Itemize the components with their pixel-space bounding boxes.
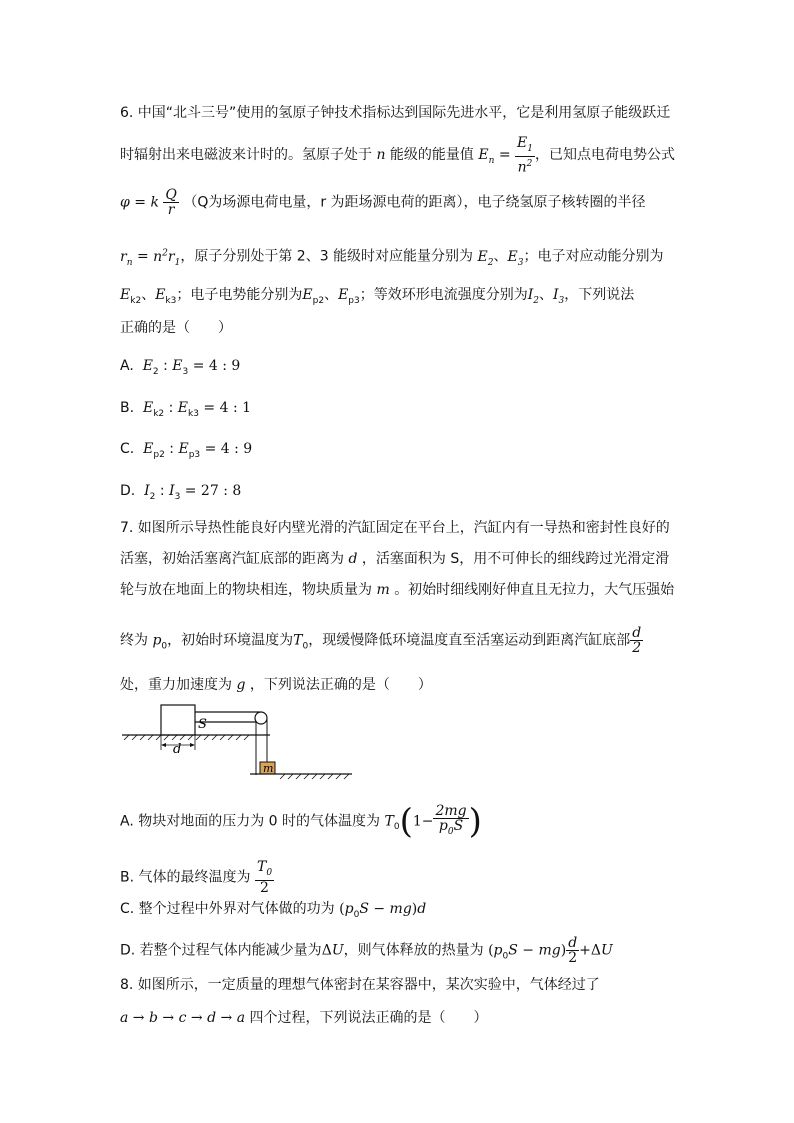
q7-line-2: 活塞，初始活塞离汽缸底部的距离为 d ，活塞面积为 S，用不可伸长的细线跨过光滑定滑: [120, 551, 670, 567]
figure-label-m: m: [263, 762, 274, 775]
q6-option-b[interactable]: B. $E_{k2}$ : $E_{k3} = 4$ : 1: [120, 400, 252, 419]
q7-line-1: 7. 如图所示导热性能良好内壁光滑的汽缸固定在平台上，汽缸内有一导热和密封性良好的: [120, 520, 670, 536]
q6-line-1: 6. 中国“北斗三号”使用的氢原子钟技术指标达到国际先进水平，它是利用氢原子能级跃迁: [120, 105, 671, 121]
q7-option-b[interactable]: B. 气体的最终温度为 $\frac{T_0}{2}$: [120, 859, 273, 896]
q7-option-d[interactable]: D. 若整个过程气体内能减少量为ΔU，则气体释放的热量为 $(p_0S - mg)$ $\frac{d}{2}$ +ΔU: [120, 935, 613, 966]
cylinder-pulley-figure: [120, 700, 360, 782]
figure-label-d: d: [173, 742, 182, 757]
q8-line-2: a → b → c → d → a 四个过程，下列说法正确的是（ ）: [120, 1010, 488, 1026]
q6-line-2: 时辐射出来电磁波来计时的。氢原子处于 n 能级的能量值 $E_n$ = $\frac{E_1}{n^2}$ ，已知点电荷电势公式: [120, 135, 676, 176]
q6-line-5: $E_{k2}$、$E_{k3}$；电子电势能分别为$E_{p2}$、$E_{p3}$；等效环形电流强度分别为$I_2$、$I_3$，下列说法: [120, 287, 635, 306]
q6-option-d[interactable]: D. $I_2$ : $I_3 = 27$ : 8: [120, 483, 242, 502]
q6-line-6: 正确的是（ ）: [120, 320, 232, 336]
q7-option-a[interactable]: A. 物块对地面的压力为 0 时的气体温度为 $T_0(1-$ $\frac{2mg}{p_0S}$ ): [120, 801, 482, 842]
q7-line-3: 轮与放在地面上的物块相连，物块质量为 m 。初始时细线刚好伸直且无拉力，大气压强始: [120, 582, 675, 598]
q7-option-c[interactable]: C. 整个过程中外界对气体做的功为 $(p_0S - mg)d$: [120, 901, 427, 920]
figure-label-s: S: [198, 717, 207, 732]
q6-option-c[interactable]: C. $E_{p2}$ : $E_{p3} = 4$ : 9: [120, 441, 253, 460]
q6-line-4: $r_n = n^2r_1$，原子分别处于第 2、3 能级时对应能量分别为 $E_2$、$E_3$；电子对应动能分别为: [120, 248, 664, 268]
q6-line-3: φ = k $\frac{Q}{r}$ （Q为场源电荷电量，r 为距场源电荷的距离），电子绕氢原子核转圈的半径: [120, 187, 646, 218]
q6-option-a[interactable]: A. $E_2$ : $E_3 = 4$ : 9: [120, 358, 241, 377]
q8-line-1: 8. 如图所示，一定质量的理想气体密封在某容器中，某次实验中，气体经过了: [120, 977, 600, 993]
q7-line-4: 终为 $p_0$，初始时环境温度为$T_0$，现缓慢降低环境温度直至活塞运动到距离汽缸底部 $\frac{d}{2}$: [120, 625, 642, 656]
q7-line-5: 处，重力加速度为 g ，下列说法正确的是（ ）: [120, 677, 432, 693]
